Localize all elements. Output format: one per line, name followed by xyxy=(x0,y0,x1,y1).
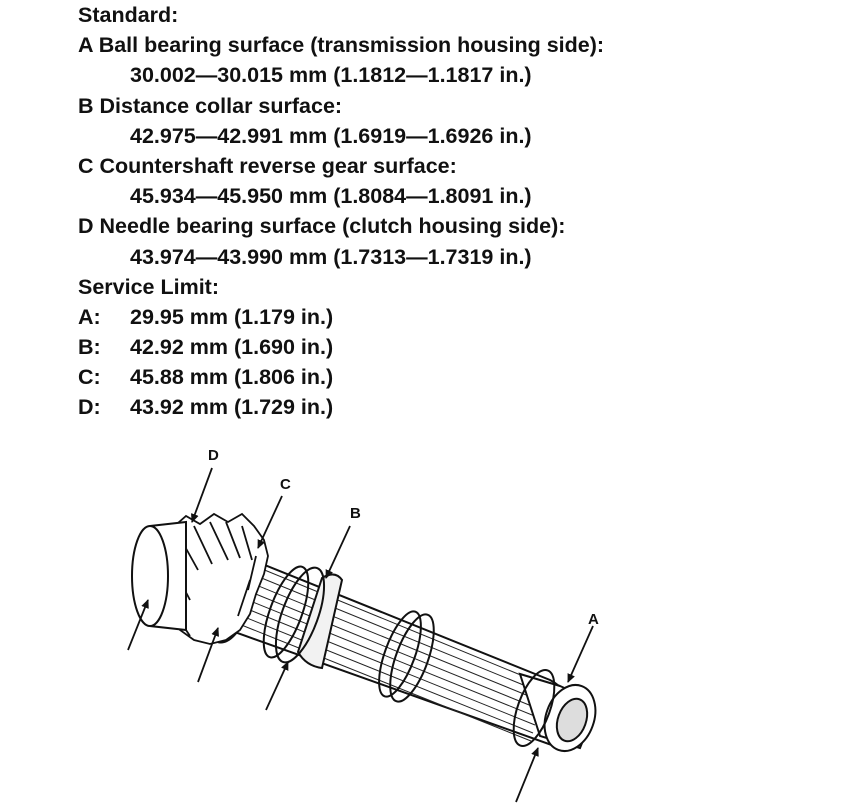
service-limit-row-d xyxy=(78,392,838,422)
standard-item-b-label: B Distance collar surface: xyxy=(78,93,343,118)
specification-text xyxy=(78,0,838,423)
callout-c: C xyxy=(280,476,291,493)
service-limit-row-a xyxy=(78,302,838,332)
service-limit-value-c: 45.88 mm (1.806 in.) xyxy=(130,365,334,390)
standard-item-c-label: C Countershaft reverse gear surface: xyxy=(78,153,457,178)
service-limit-value-d: 43.92 mm (1.729 in.) xyxy=(130,395,334,420)
callout-d: D xyxy=(208,447,219,464)
standard-heading: Standard: xyxy=(78,3,179,27)
standard-item-a-label: A Ball bearing surface (transmission housing side): xyxy=(78,33,605,58)
service-limit-key-a: A: xyxy=(78,304,101,329)
service-limit-key-c: C: xyxy=(78,365,101,390)
standard-item-c-value: 45.934—45.950 mm (1.8084—1.8091 in.) xyxy=(130,184,532,209)
service-limit-key-b: B: xyxy=(78,335,101,360)
service-limit-value-b: 42.92 mm (1.690 in.) xyxy=(130,335,334,360)
service-limit-value-a: 29.95 mm (1.179 in.) xyxy=(130,304,334,329)
service-limit-key-d: D: xyxy=(78,395,101,420)
needle-bearing-surface xyxy=(132,522,186,630)
standard-item-a-value: 30.002—30.015 mm (1.1812—1.1817 in.) xyxy=(130,63,532,88)
service-limit-heading: Service Limit: xyxy=(78,274,219,299)
shaft-body xyxy=(209,555,571,748)
service-limit-row-b xyxy=(78,332,838,362)
callout-b: B xyxy=(350,505,361,522)
callout-a: A xyxy=(588,611,599,628)
standard-item-d-value: 43.974—43.990 mm (1.7313—1.7319 in.) xyxy=(130,244,532,269)
service-limit-row-c xyxy=(78,362,838,392)
standard-item-d-label: D Needle bearing surface (clutch housing side): xyxy=(78,214,566,239)
standard-item-b-value: 42.975—42.991 mm (1.6919—1.6926 in.) xyxy=(130,123,532,148)
countershaft-drawing xyxy=(0,430,864,806)
countershaft-illustration xyxy=(0,430,864,806)
